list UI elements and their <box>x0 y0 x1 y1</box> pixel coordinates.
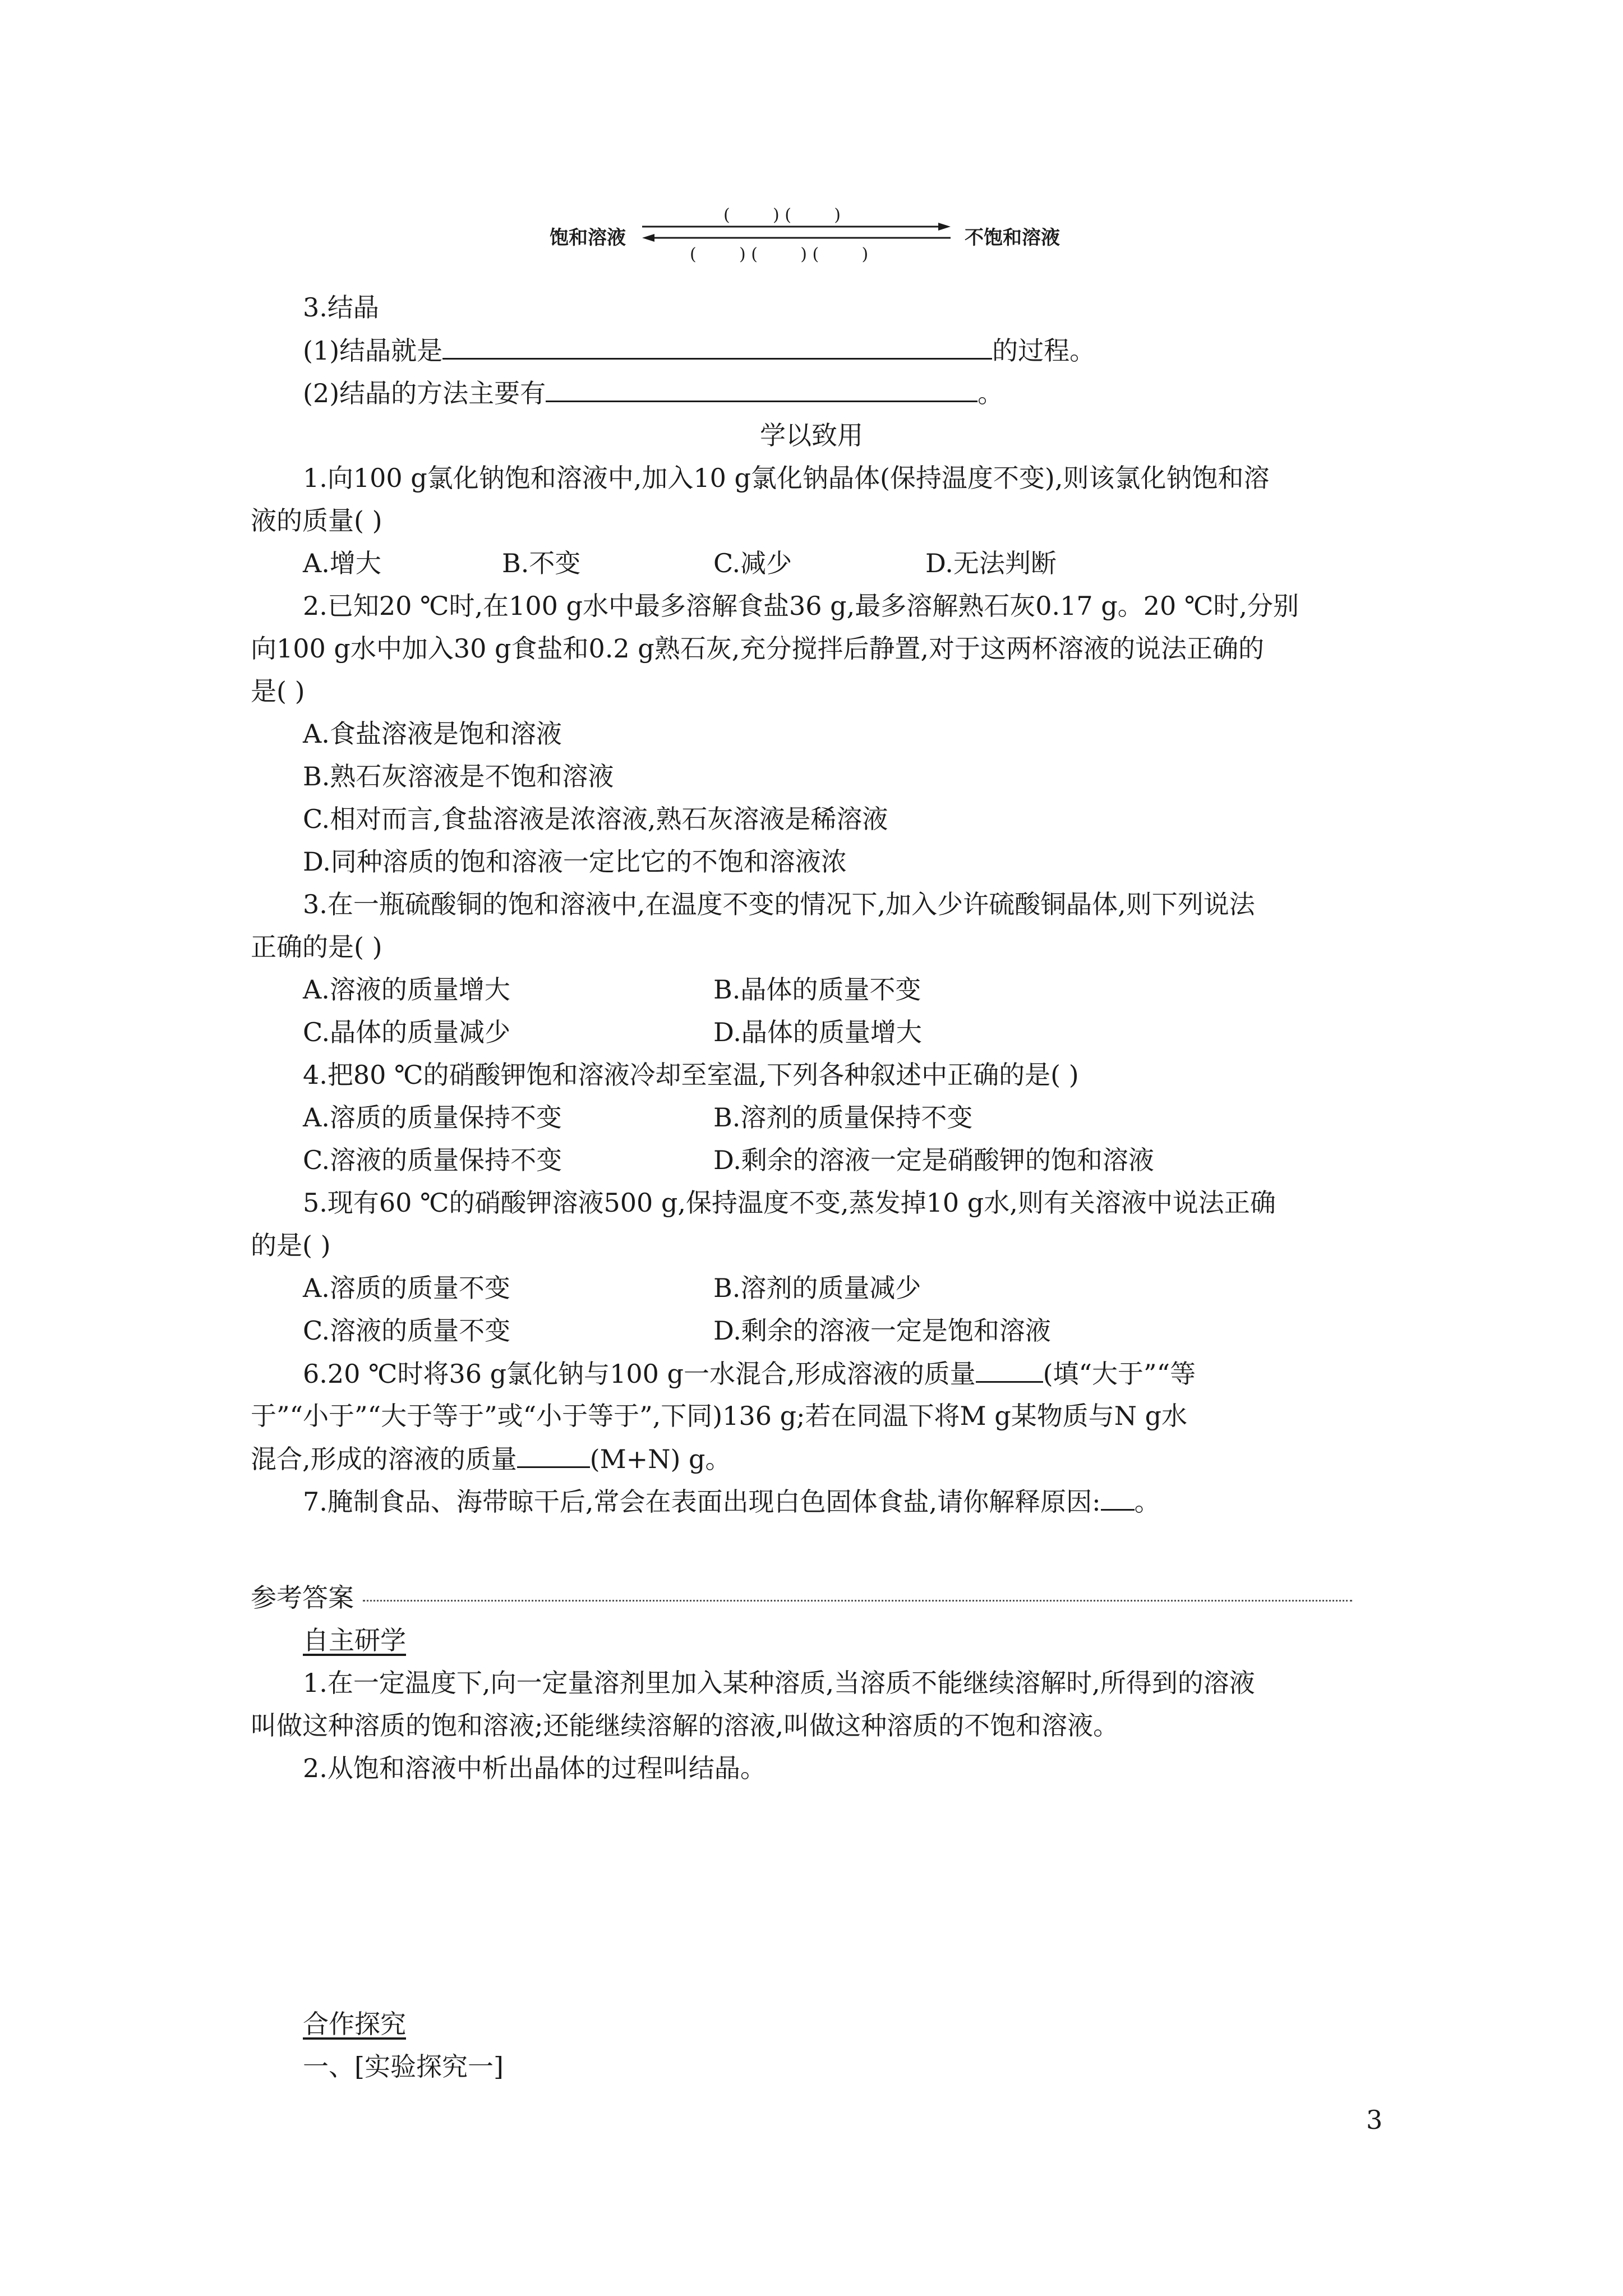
q4-line1: 4.把80 ℃的硝酸钾饱和溶液冷却至室温,下列各种叙述中正确的是( ) <box>303 1060 1079 1090</box>
q3-option-b: B.晶体的质量不变 <box>713 974 921 1005</box>
q6-line1 <box>303 1356 1196 1391</box>
q3-line1: 3.在一瓶硫酸铜的饱和溶液中,在温度不变的情况下,加入少许硫酸铜晶体,则下列说法 <box>303 889 1255 919</box>
answer2: 2.从饱和溶液中析出晶体的过程叫结晶。 <box>303 1753 766 1783</box>
q1-line2: 液的质量( ) <box>251 505 382 536</box>
q1-suffix: 的过程。 <box>992 335 1096 366</box>
answer-blank[interactable] <box>517 1442 590 1468</box>
answers-sub2: 合作探究 <box>303 2009 406 2039</box>
q7-line1 <box>303 1484 1160 1519</box>
q1-option-d: D.无法判断 <box>925 548 1057 578</box>
q2-option-d: D.同种溶质的饱和溶液一定比它的不饱和溶液浓 <box>303 846 847 877</box>
q6-text-d: (M+N) g。 <box>589 1444 731 1474</box>
q1-option-b: B.不变 <box>502 548 581 578</box>
q7-text: 7.腌制食品、海带晾干后,常会在表面出现白色固体食盐,请你解释原因: <box>303 1487 1101 1517</box>
q4-option-d: D.剩余的溶液一定是硝酸钾的饱和溶液 <box>713 1145 1154 1175</box>
q5-option-c: C.溶液的质量不变 <box>303 1315 511 1346</box>
q6-line3 <box>251 1442 731 1476</box>
q1-option-a: A.增大 <box>303 548 381 578</box>
answers-heading: 参考答案 <box>251 1582 354 1613</box>
q5-option-a: A.溶质的质量不变 <box>303 1273 510 1303</box>
q5-line2: 的是( ) <box>251 1230 331 1260</box>
q4-option-b: B.溶剂的质量保持不变 <box>713 1102 973 1133</box>
answer-blank[interactable] <box>442 333 992 360</box>
answers-separator <box>251 1581 1352 1614</box>
q4-option-c: C.溶液的质量保持不变 <box>303 1145 562 1175</box>
practice-heading: 学以致用 <box>760 420 863 450</box>
answers-item1: 一、[实验探究一] <box>303 2051 504 2082</box>
q5-option-b: B.溶剂的质量减少 <box>713 1273 921 1303</box>
section3-q2 <box>303 376 1003 410</box>
answer-blank[interactable] <box>976 1356 1043 1383</box>
q1-line1: 1.向100 g氯化钠饱和溶液中,加入10 g氯化钠晶体(保持温度不变),则该氯化钠饱和溶 <box>303 463 1270 493</box>
section3-title: 3.结晶 <box>303 292 379 323</box>
q4-option-a: A.溶质的质量保持不变 <box>303 1102 562 1133</box>
q1-option-c: C.减少 <box>713 548 792 578</box>
diagram-left-label: 饱和溶液 <box>550 227 626 249</box>
q1-prefix: (1)结晶就是 <box>303 335 443 366</box>
q2-option-b: B.熟石灰溶液是不饱和溶液 <box>303 761 614 792</box>
q2-line2: 向100 g水中加入30 g食盐和0.2 g熟石灰,充分搅拌后静置,对于这两杯溶液的说法正确的 <box>251 633 1264 664</box>
answer1-line2: 叫做这种溶质的饱和溶液;还能继续溶解的溶液,叫做这种溶质的不饱和溶液。 <box>251 1710 1119 1741</box>
q3-option-d: D.晶体的质量增大 <box>713 1017 922 1047</box>
two-way-arrow-icon <box>642 219 951 247</box>
diagram-bottom-blanks: ( ) ( ) ( ) <box>690 245 869 264</box>
q6-text-c: 混合,形成的溶液的质量 <box>251 1444 517 1474</box>
q5-option-d: D.剩余的溶液一定是饱和溶液 <box>713 1315 1051 1346</box>
conversion-diagram <box>550 205 1088 269</box>
answer-blank[interactable] <box>546 376 978 402</box>
q3-option-c: C.晶体的质量减少 <box>303 1017 511 1047</box>
section3-q1 <box>303 333 1095 367</box>
dotted-divider <box>363 1600 1352 1602</box>
diagram-top-blanks: ( ) ( ) <box>723 205 841 225</box>
q2-option-c: C.相对而言,食盐溶液是浓溶液,熟石灰溶液是稀溶液 <box>303 804 888 834</box>
q2-suffix: 。 <box>978 378 1004 408</box>
answer1-line1: 1.在一定温度下,向一定量溶剂里加入某种溶质,当溶质不能继续溶解时,所得到的溶液 <box>303 1668 1255 1698</box>
q2-line1: 2.已知20 ℃时,在100 g水中最多溶解食盐36 g,最多溶解熟石灰0.17 g。20 ℃时,分别 <box>303 591 1299 621</box>
answers-sub1: 自主研学 <box>303 1625 406 1655</box>
q3-option-a: A.溶液的质量增大 <box>303 974 510 1005</box>
q7-suffix: 。 <box>1134 1487 1160 1517</box>
q6-text-b: (填“大于”“等 <box>1043 1359 1196 1389</box>
q2-option-a: A.食盐溶液是饱和溶液 <box>303 719 562 749</box>
q3-line2: 正确的是( ) <box>251 932 382 962</box>
q5-line1: 5.现有60 ℃的硝酸钾溶液500 g,保持温度不变,蒸发掉10 g水,则有关溶液中说法正确 <box>303 1188 1276 1218</box>
diagram-right-label: 不饱和溶液 <box>965 227 1060 249</box>
q2-line3: 是( ) <box>251 676 305 706</box>
page-number: 3 <box>1366 2105 1383 2135</box>
q6-line2: 于”“小于”“大于等于”或“小于等于”,下同)136 g;若在同温下将M g某物质与N g水 <box>251 1401 1188 1431</box>
answer-blank[interactable] <box>1101 1484 1135 1511</box>
q2-prefix: (2)结晶的方法主要有 <box>303 378 546 408</box>
q6-text-a: 6.20 ℃时将36 g氯化钠与100 g一水混合,形成溶液的质量 <box>303 1359 976 1389</box>
